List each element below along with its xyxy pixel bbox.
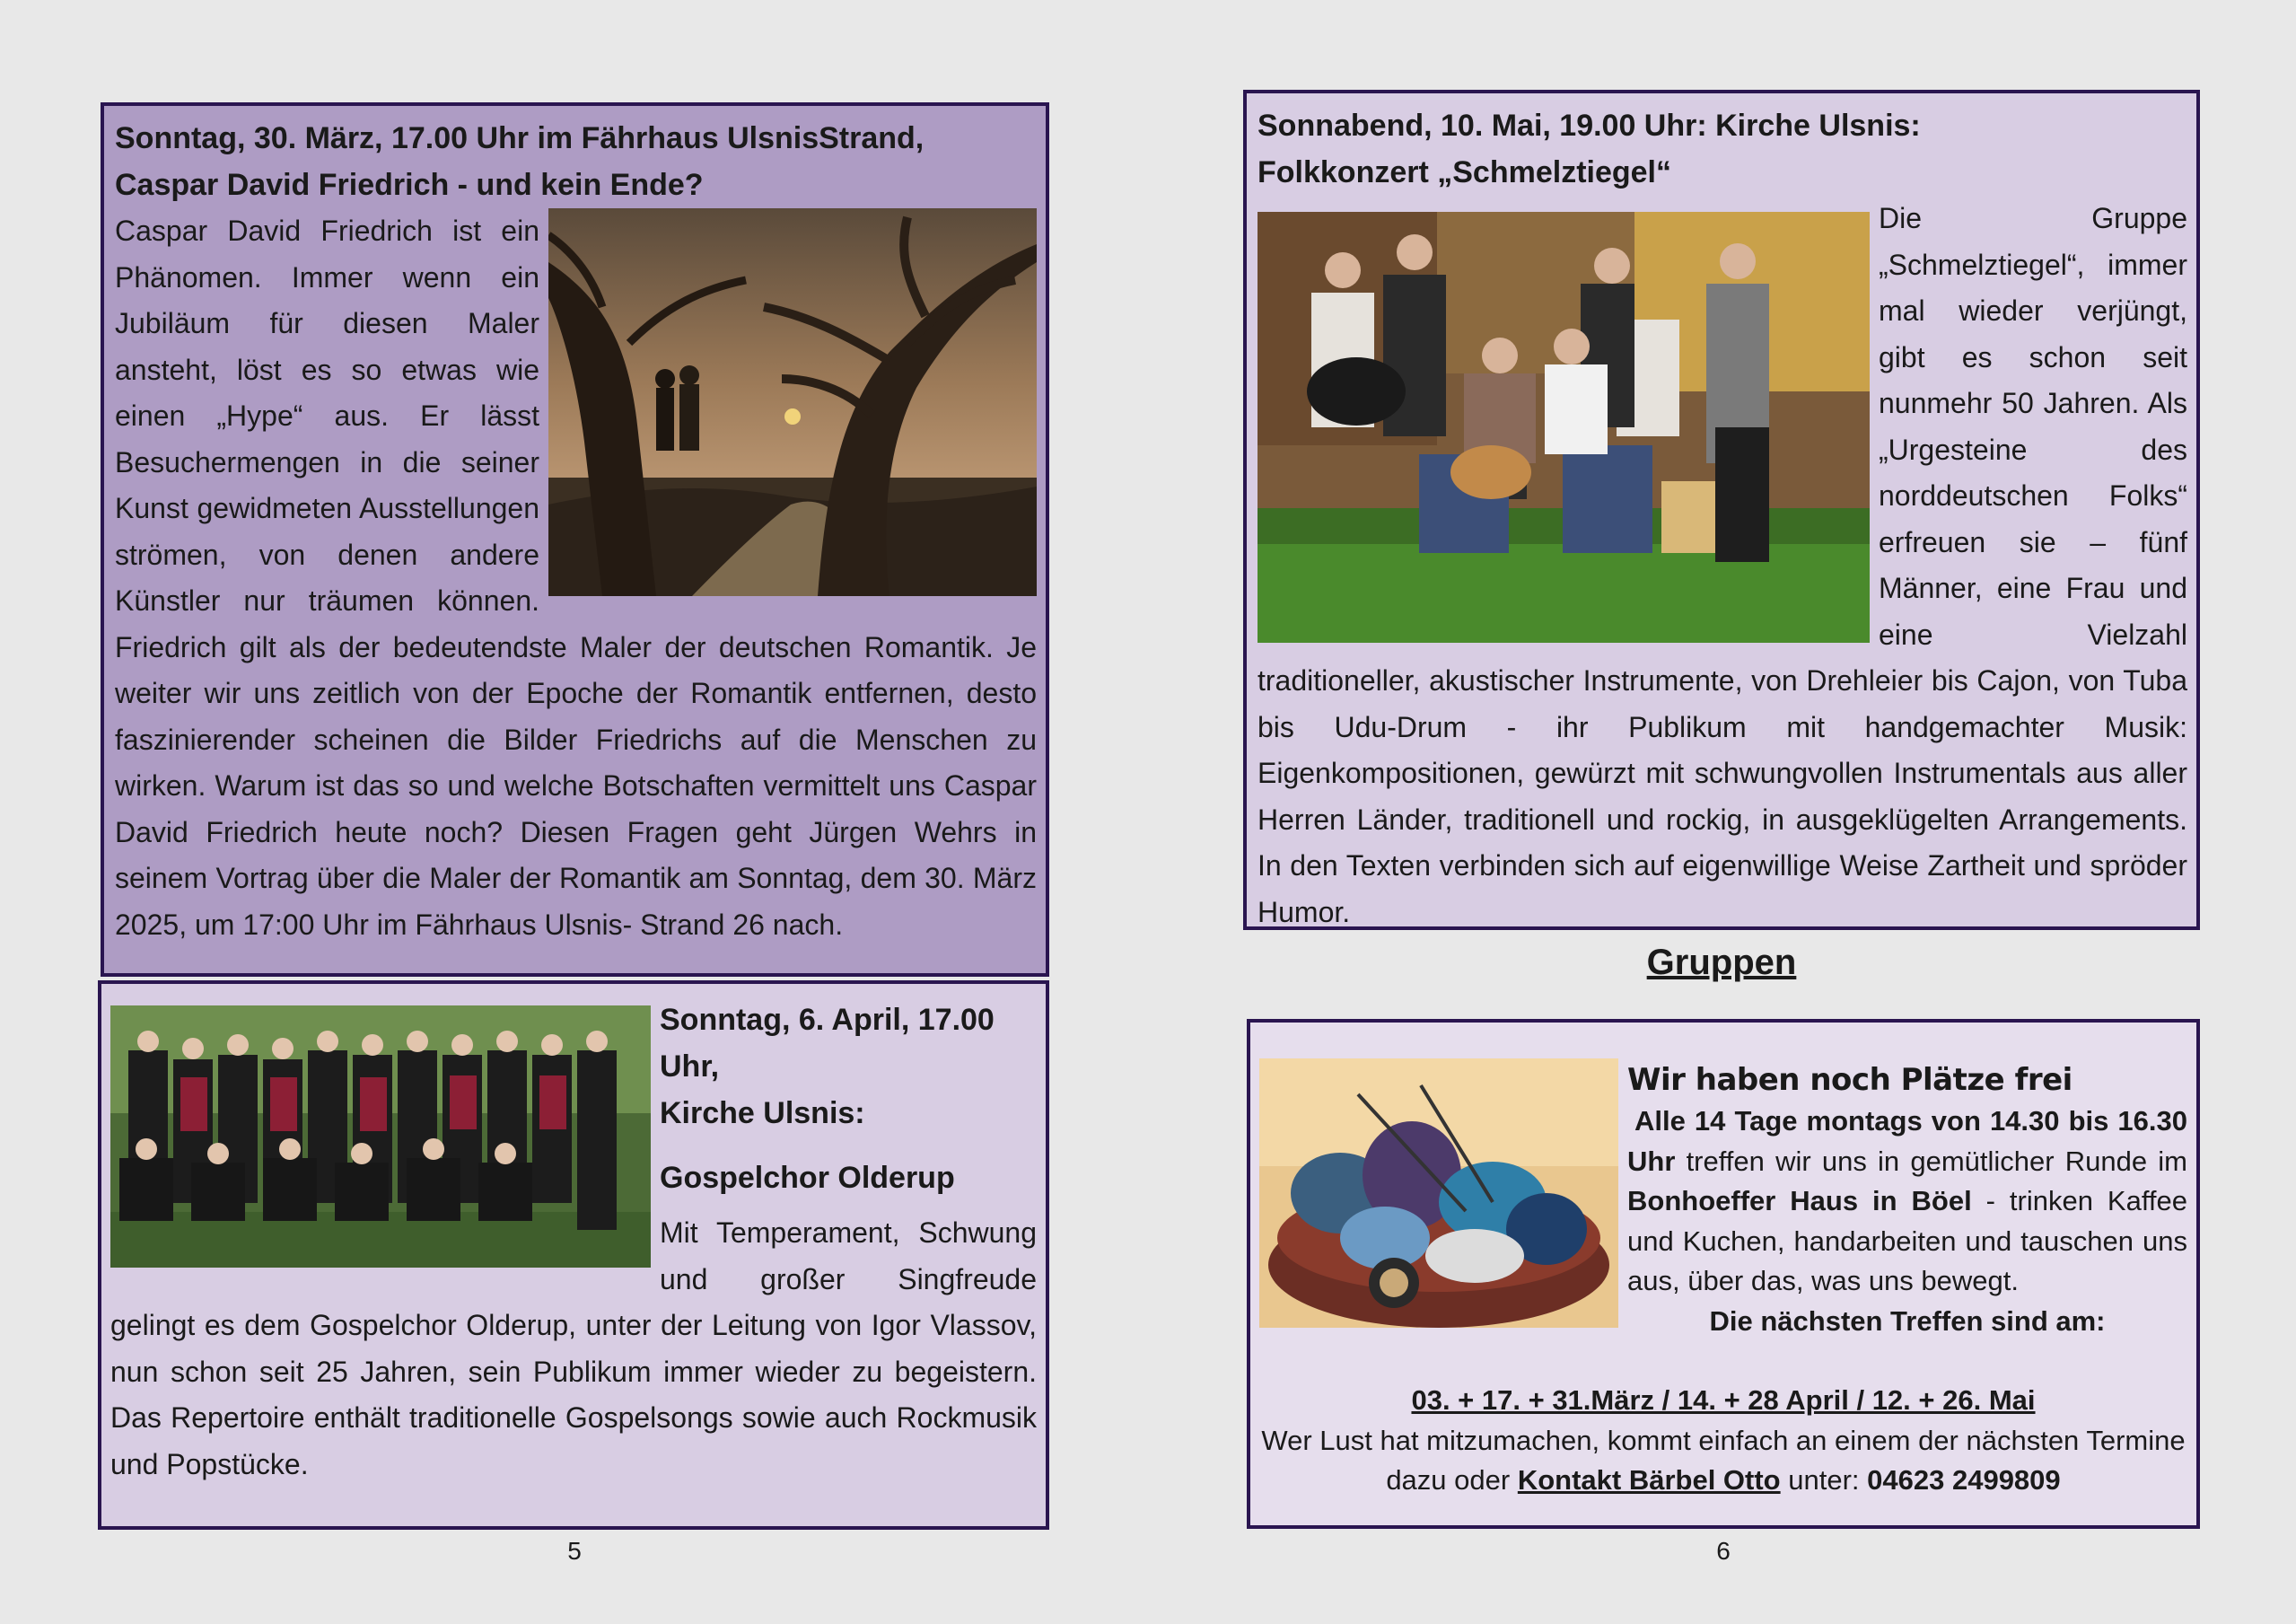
article-title: Caspar David Friedrich - und kein Ende? xyxy=(115,168,704,202)
meeting-schedule: Alle 14 Tage montags von 14.30 bis 16.30 Uhr xyxy=(1627,1105,2187,1177)
article-body: Mit Temperament, Schwung und großer Singfreude gelingt es dem Gospelchor Olderup, unter der Leitung von Igor Vlassov, nun schon seit 25 Jahren, sein Publikum immer wieder zu begeistern. Das Repertoire enthält traditionelle Gospelsongs sowie auch Rockmusik und Popstücke. xyxy=(110,1216,1037,1480)
page-number-left: 5 xyxy=(567,1537,582,1565)
article-body: Die Gruppe „Schmelztiegel“, immer mal wieder verjüngt, gibt es schon seit nunmehr 50 Jahren. Als „Urgesteine des norddeutschen Folks“ erfreuen sie – fünf Männer, eine Frau und eine Vielzahl traditioneller, akustischer Instrumente, von Drehleier bis Cajon, von Tuba bis Udu-Drum - ihr Publikum mit handgemachter Musik: Eigenkompositionen, gewürzt mit schwungvollen Instrumentals aus aller Herren Länder, traditionell und rockig, in ausgeklügelten Arrangements. In den Texten verbinden sich auf eigenwillige Weise Zartheit und spröder Humor. xyxy=(1258,202,2187,928)
groups-notice xyxy=(1247,1019,2200,1529)
knitting-basket-photo xyxy=(1259,1058,1618,1328)
invite-text xyxy=(1259,1421,2187,1501)
event-title: Gospelchor Olderup xyxy=(660,1161,955,1195)
meeting-place: Bonhoeffer Haus in Böel xyxy=(1627,1185,1972,1216)
article-body: Caspar David Friedrich ist ein Phänomen. Immer wenn ein Jubiläum für diesen Maler ansteht, löst es so etwas wie einen „Hype“ aus. Er lässt Besuchermengen in die seiner Kunst gewidmeten Ausstellungen strömen, von denen andere Künstler nur träumen können. Friedrich gilt als der bedeutendste Maler der deutschen Romantik. Je weiter wir uns zeitlich von der Epoche der Romantik entfernen, desto faszinierender scheinen die Bilder Friedrichs auf die Menschen zu wirken. Warum ist das so und welche Botschaften vermittelt uns Caspar David Friedrich heute noch? Diesen Fragen geht Jürgen Wehrs in seinem Vortrag über die Maler der Romantik am Sonntag, dem 30. März 2025, um 17:00 Uhr im Fährhaus Ulsnis- Strand 26 nach. xyxy=(115,215,1037,941)
meeting-schedule-text: treffen wir uns in gemütlicher Runde im xyxy=(1675,1145,2187,1177)
painting-image xyxy=(548,208,1037,596)
page-number-right: 6 xyxy=(1716,1537,1731,1565)
article-date-heading: Sonntag, 30. März, 17.00 Uhr im Fährhaus UlsnisStrand, xyxy=(115,121,925,155)
band-photo xyxy=(1258,212,1870,643)
groups-title: Wir haben noch Plätze frei xyxy=(1627,1062,2073,1098)
contact-suffix: unter: xyxy=(1788,1464,1860,1496)
event-date-heading: Sonnabend, 10. Mai, 19.00 Uhr: Kirche Ulsnis: xyxy=(1258,109,1921,143)
contact-name: Kontakt Bärbel Otto xyxy=(1517,1464,1781,1496)
article-folkkonzert-schmelztiegel xyxy=(1243,90,2200,930)
next-meetings-label: Die nächsten Treffen sind am: xyxy=(1709,1304,2106,1337)
event-date-heading: Sonntag, 6. April, 17.00 Uhr, xyxy=(660,1003,995,1084)
section-title-gruppen: Gruppen xyxy=(1646,943,1797,982)
event-location: Kirche Ulsnis: xyxy=(660,1096,865,1130)
article-caspar-david-friedrich xyxy=(101,102,1049,977)
meeting-dates-text: 03. + 17. + 31.März / 14. + 28 April / 12. + 26. Mai xyxy=(1411,1384,2036,1416)
meeting-dates xyxy=(1259,1381,2187,1421)
event-title: Folkkonzert „Schmelztiegel“ xyxy=(1258,155,1671,189)
invite-sentence: Wer Lust hat mitzumachen, kommt einfach an einem der nächsten Termine dazu oder xyxy=(1261,1424,2186,1496)
choir-photo xyxy=(110,1005,651,1268)
contact-phone: 04623 2499809 xyxy=(1867,1464,2061,1496)
meeting-place-text: - trinken Kaffee und Kuchen, handarbeiten und tauschen uns aus, über das, was uns bewegt. xyxy=(1627,1185,2187,1296)
article-gospelchor-olderup xyxy=(98,980,1049,1530)
